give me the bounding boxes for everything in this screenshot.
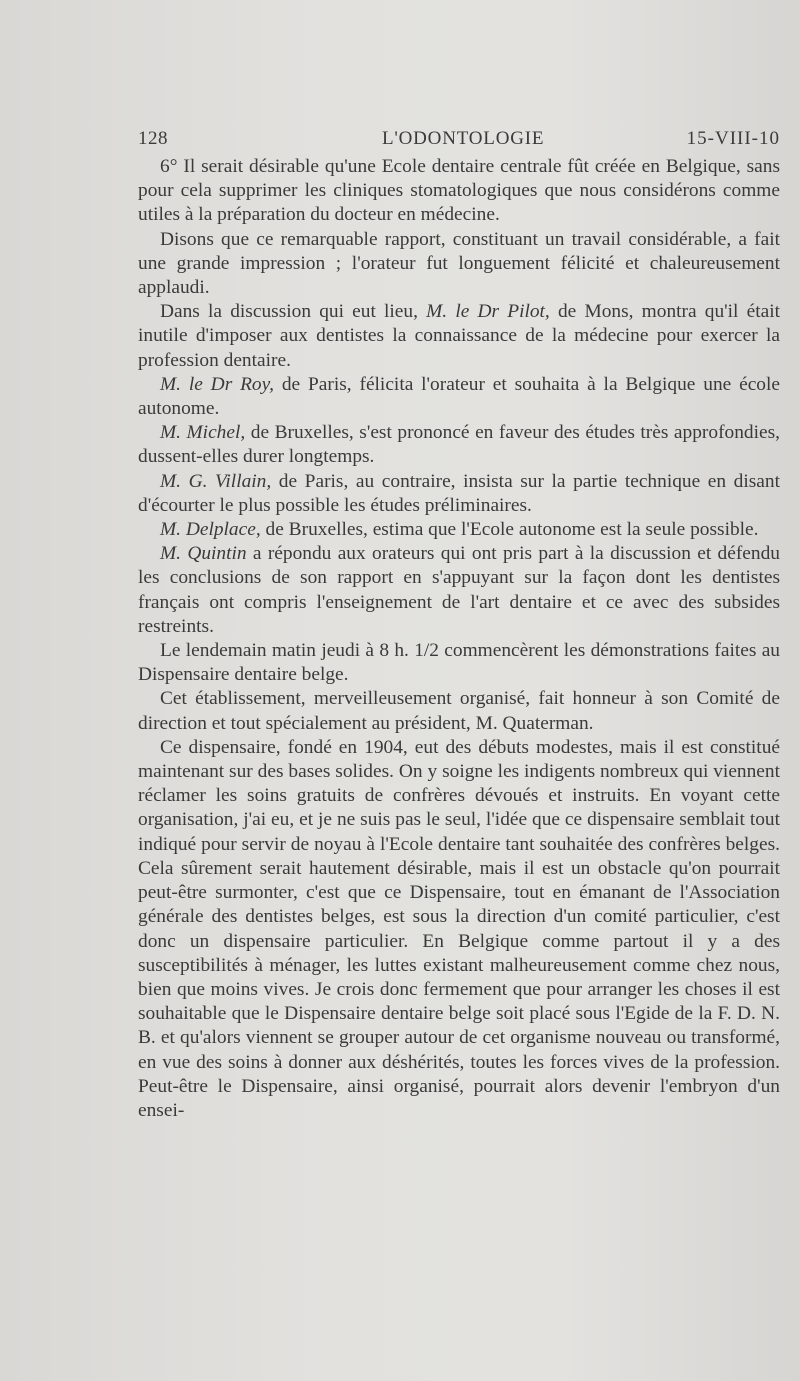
paragraph-delplace [138,518,780,542]
speaker-name: M. Quintin [160,543,247,565]
paragraph-text: de Bruxelles, s'est prononcé en faveur des études très approfondies, dussent-elles durer longtemps. [138,422,781,468]
speaker-name: M. Michel, [160,422,246,444]
speaker-name: M. le Dr Roy, [160,373,275,395]
paragraph-text: de Bruxelles, estima que l'Ecole autonome est la seule possible. [260,519,759,541]
page-number: 128 [138,128,168,149]
speaker-name: M. le Dr Pilot, [426,301,550,323]
paragraph-dispensary: Ce dispensaire, fondé en 1904, eut des débuts modestes, mais il est constitué maintenant sur des bases solides. On y soigne les indigents nombreux qui viennent réclamer les soins gratuits de confrères dévoués et instruits. En voyant cette organisation, j'ai eu, et je ne suis pas le seul, l'idée que ce dispensaire semblait tout indiqué pour servir de noyau à l'Ecole dentaire tant souhaitée des confrères belges. Cela sûrement serait hautement désirable, mais il est un obstacle qu'on pourrait peut-être surmonter, c'est que ce Dispensaire, tout en émanant de l'Association générale des dentistes belges, est sous la direction d'un comité particulier, c'est donc un dispensaire particulier. En Belgique comme partout il y a des susceptibilités à ménager, les luttes existant malheureusement comme chez nous, bien que moins vives. Je crois donc fermement que pour arranger les choses il est souhaitable que le Dispensaire dentaire belge soit placé sous l'Egide de la F. D. N. B. et qu'alors viennent se grouper autour de cet organisme nouveau ou transformé, en vue des soins à donner aux déshérités, toutes les forces vives de la profession. Peut-être le Dispensaire, ainsi organisé, pourrait alors devenir l'embryon d'un ensei- [138,736,780,1121]
paragraph-text: de Paris, au contraire, insista sur la partie technique en disant d'écourter le plus possible les études préliminaires. [138,470,780,516]
speaker-name: M. Delplace, [160,519,261,541]
article-body [138,155,780,1123]
paragraph-text: a répondu aux orateurs qui ont pris part à la discussion et défendu les conclusions de son rapport en s'appuyant sur la façon dont les dentistes français ont compris l'enseignement de l'art dentaire et ce avec des subsides restreints. [138,543,780,637]
paragraph-demonstrations: Le lendemain matin jeudi à 8 h. 1/2 commencèrent les démonstrations faites au Dispensaire dentaire belge. [138,640,780,686]
paragraph-quintin [138,542,780,639]
paragraph-conclusion-6: 6° Il serait désirable qu'une Ecole dentaire centrale fût créée en Belgique, sans pour cela supprimer les cliniques stomatologiques que nous considérons comme utiles à la préparation du docteur en médecine. [138,156,780,226]
paragraph-roy [138,373,780,421]
paragraph-michel [138,421,780,469]
paragraph-report-reception: Disons que ce remarquable rapport, constituant un travail considérable, a fait une grande impression ; l'orateur fut longuement félicité et chaleureusement applaudi. [138,228,780,299]
paragraph-establishment: Cet établissement, merveilleusement organisé, fait honneur à son Comité de direction et tout spécialement au président, M. Quaterman. [138,688,780,734]
journal-title: L'ODONTOLOGIE [382,128,545,149]
paragraph-text: de Paris, félicita l'orateur et souhaita à la Belgique une école autonome. [138,373,780,420]
running-header [138,128,780,152]
paragraph-pilot [138,300,780,373]
issue-date: 15-VIII-10 [686,128,780,149]
paragraph-lead-text: Dans la discussion qui eut lieu, [160,301,427,323]
speaker-name: M. G. Villain, [160,470,272,492]
paragraph-text: de Mons, montra qu'il était inutile d'imposer aux dentistes la connaissance de la médecine pour exercer la profession dentaire. [138,301,781,371]
paragraph-villain [138,470,780,518]
